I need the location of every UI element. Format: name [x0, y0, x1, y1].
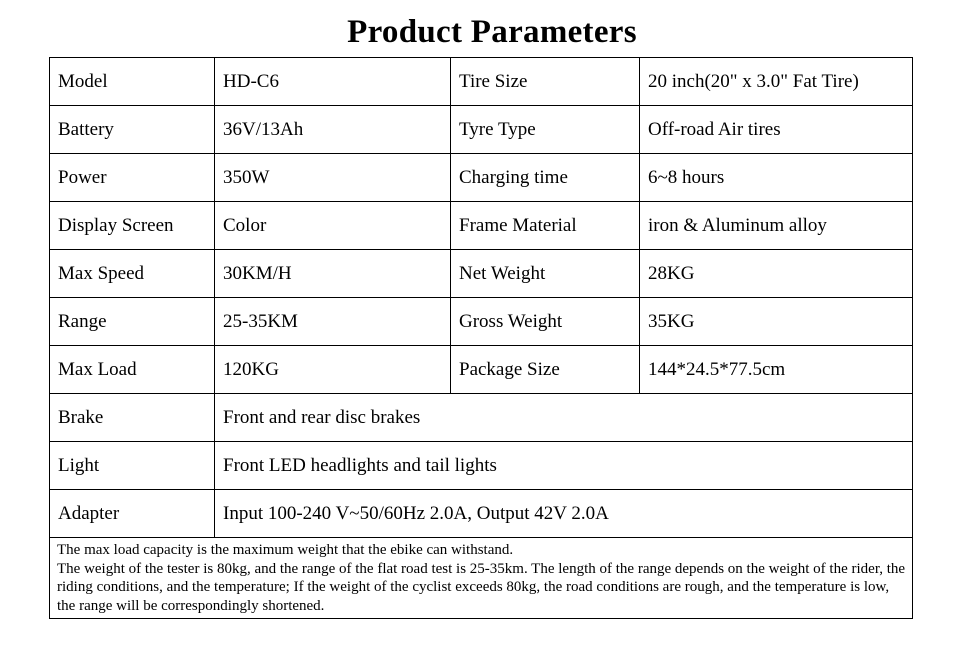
parameters-table: [49, 57, 913, 619]
param-label: Tyre Type: [451, 106, 640, 154]
param-label: Max Load: [50, 346, 215, 394]
param-label: Max Speed: [50, 250, 215, 298]
param-value: 35KG: [640, 298, 913, 346]
param-value: 20 inch(20" x 3.0" Fat Tire): [640, 58, 913, 106]
table-row: [50, 346, 913, 394]
table-row: [50, 298, 913, 346]
param-label: Frame Material: [451, 202, 640, 250]
param-value: Front and rear disc brakes: [215, 394, 913, 442]
table-row: [50, 154, 913, 202]
param-value: 28KG: [640, 250, 913, 298]
table-row: [50, 442, 913, 490]
param-label: Charging time: [451, 154, 640, 202]
note-row: [50, 538, 913, 619]
param-value: 30KM/H: [215, 250, 451, 298]
table-row: [50, 58, 913, 106]
param-label: Gross Weight: [451, 298, 640, 346]
param-value: iron & Aluminum alloy: [640, 202, 913, 250]
param-value: Input 100-240 V~50/60Hz 2.0A, Output 42V 2.0A: [215, 490, 913, 538]
note-line: The max load capacity is the maximum weight that the ebike can withstand.: [57, 542, 514, 558]
param-value: 36V/13Ah: [215, 106, 451, 154]
param-value: 120KG: [215, 346, 451, 394]
param-value: 144*24.5*77.5cm: [640, 346, 913, 394]
table-row: [50, 250, 913, 298]
param-value: Off-road Air tires: [640, 106, 913, 154]
param-value: 6~8 hours: [640, 154, 913, 202]
param-value: HD-C6: [215, 58, 451, 106]
param-label: Adapter: [50, 490, 215, 538]
param-label: Battery: [50, 106, 215, 154]
table-row: [50, 106, 913, 154]
param-value: 350W: [215, 154, 451, 202]
param-label: Brake: [50, 394, 215, 442]
param-label: Light: [50, 442, 215, 490]
table-row: [50, 394, 913, 442]
note-cell: [50, 538, 913, 619]
param-label: Range: [50, 298, 215, 346]
param-label: Tire Size: [451, 58, 640, 106]
param-value: Front LED headlights and tail lights: [215, 442, 913, 490]
note-line: The weight of the tester is 80kg, and the range of the flat road test is 25-35km. The length of the range depends on the weight of the rider, the riding conditions, and the temperature; If the weight of the cyclist exceeds 80kg, the road conditions are rough, and the temperature is low, the range will be correspondingly shortened.: [57, 560, 906, 614]
param-label: Model: [50, 58, 215, 106]
table-row: [50, 202, 913, 250]
page-title: Product Parameters: [347, 14, 637, 50]
param-value: 25-35KM: [215, 298, 451, 346]
param-label: Net Weight: [451, 250, 640, 298]
param-value: Color: [215, 202, 451, 250]
param-label: Display Screen: [50, 202, 215, 250]
table-row: [50, 490, 913, 538]
param-label: Package Size: [451, 346, 640, 394]
param-label: Power: [50, 154, 215, 202]
